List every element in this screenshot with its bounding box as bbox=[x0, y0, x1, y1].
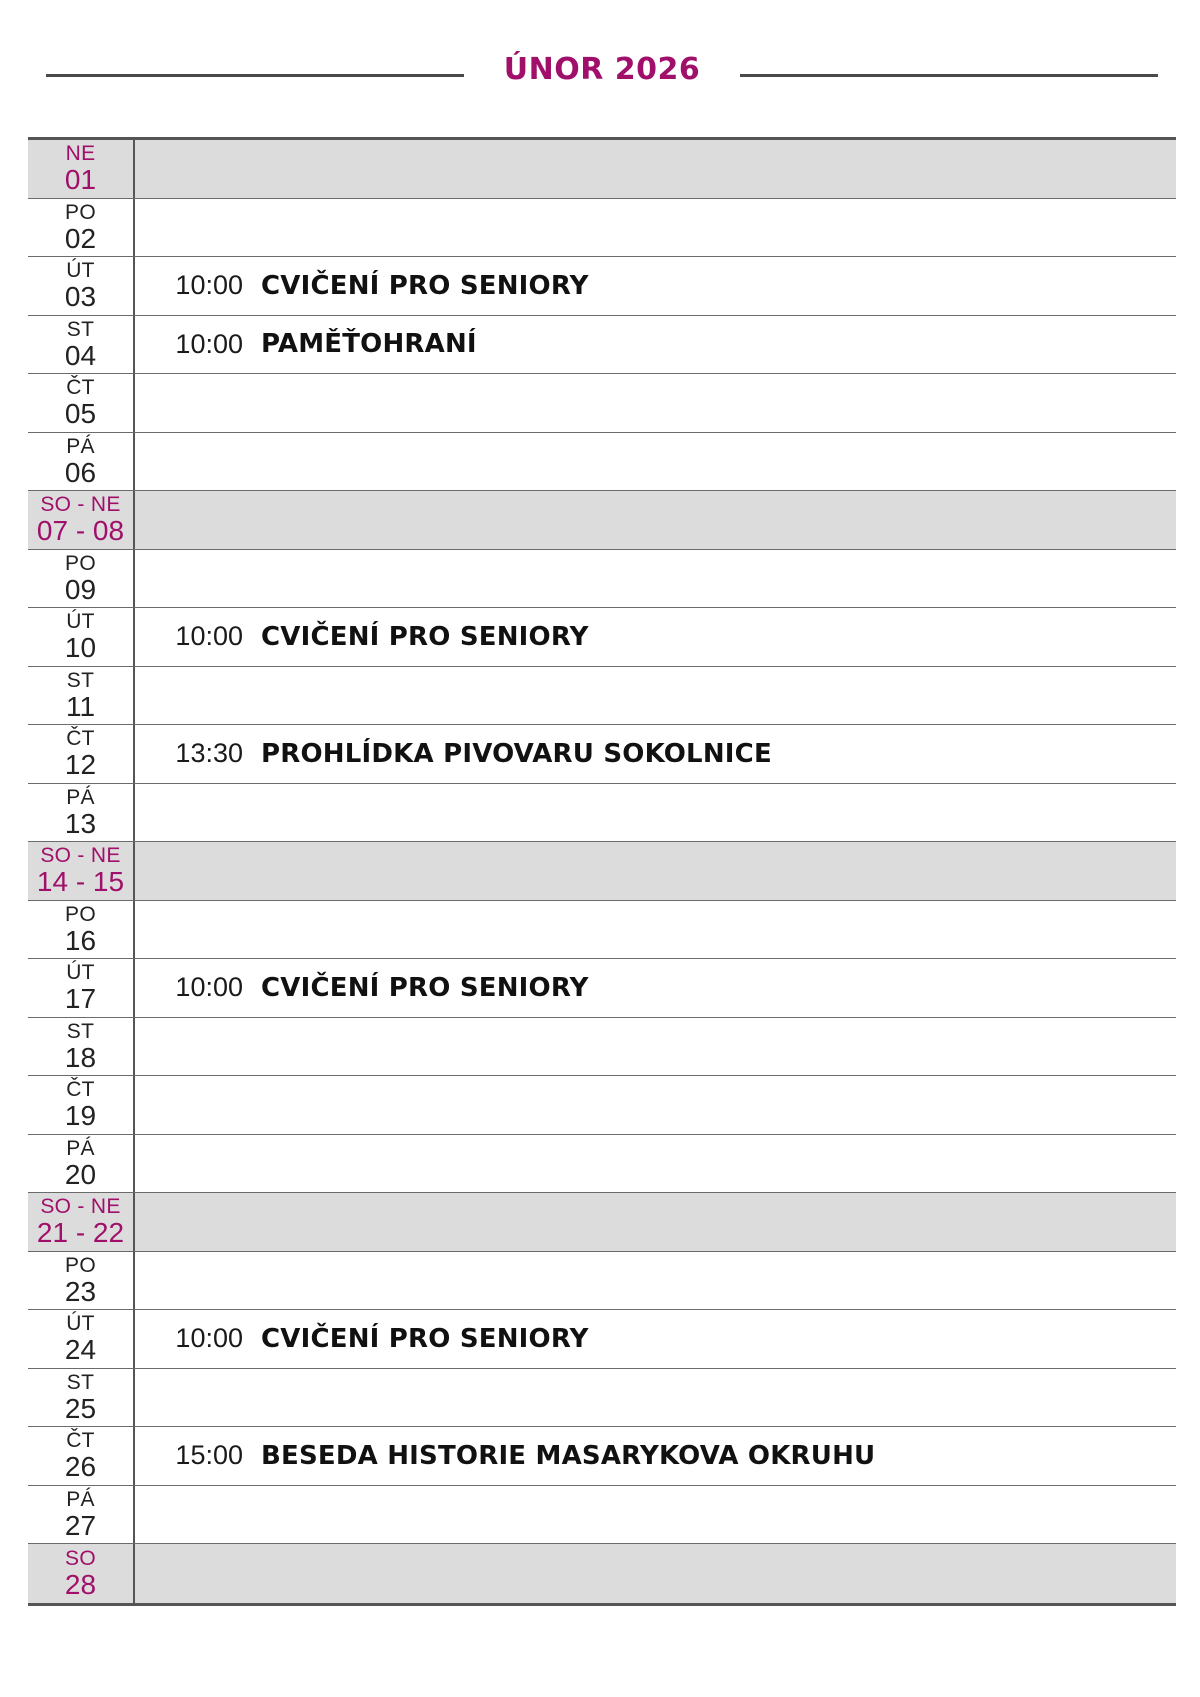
event-cell bbox=[135, 1486, 1176, 1544]
event-title: CVIČENÍ PRO SENIORY bbox=[261, 270, 589, 301]
calendar-row bbox=[28, 1544, 1176, 1603]
event-cell bbox=[135, 1310, 1176, 1368]
day-name: PO bbox=[65, 200, 96, 224]
day-cell bbox=[28, 667, 135, 725]
day-number: 24 bbox=[64, 1334, 97, 1366]
day-number: 23 bbox=[64, 1275, 97, 1307]
event-time: 10:00 bbox=[175, 621, 243, 652]
day-number: 26 bbox=[64, 1451, 97, 1483]
day-number: 25 bbox=[64, 1392, 97, 1424]
calendar-row bbox=[28, 1252, 1176, 1311]
month-header bbox=[0, 40, 1200, 100]
event-time: 10:00 bbox=[175, 972, 243, 1003]
day-cell bbox=[28, 608, 135, 666]
calendar-row bbox=[28, 1427, 1176, 1486]
event-cell bbox=[135, 1544, 1176, 1603]
day-name: NE bbox=[65, 142, 96, 166]
day-cell bbox=[28, 433, 135, 491]
day-name: ČT bbox=[66, 1429, 95, 1453]
day-number: 06 bbox=[64, 456, 97, 488]
event-time: 10:00 bbox=[175, 270, 243, 301]
event-cell bbox=[135, 667, 1176, 725]
day-cell bbox=[28, 1193, 135, 1251]
event-title: CVIČENÍ PRO SENIORY bbox=[261, 621, 589, 652]
calendar-row bbox=[28, 959, 1176, 1018]
day-name: ÚT bbox=[66, 610, 95, 634]
calendar-row bbox=[28, 667, 1176, 726]
day-number: 10 bbox=[64, 632, 97, 664]
day-name: ST bbox=[66, 668, 95, 692]
day-cell bbox=[28, 1310, 135, 1368]
day-cell bbox=[28, 1486, 135, 1544]
day-name: PÁ bbox=[66, 1136, 95, 1160]
event-cell bbox=[135, 1193, 1176, 1251]
day-name: PO bbox=[65, 902, 96, 926]
day-name: ST bbox=[66, 1019, 95, 1043]
day-name: ÚT bbox=[66, 961, 95, 985]
day-cell bbox=[28, 1018, 135, 1076]
calendar-row bbox=[28, 784, 1176, 843]
day-number: 21 - 22 bbox=[36, 1217, 125, 1249]
day-name: ÚT bbox=[66, 259, 95, 283]
calendar-row bbox=[28, 1018, 1176, 1077]
day-cell bbox=[28, 1135, 135, 1193]
calendar-row bbox=[28, 725, 1176, 784]
calendar-row bbox=[28, 901, 1176, 960]
day-name: ČT bbox=[66, 1078, 95, 1102]
day-number: 17 bbox=[64, 983, 97, 1015]
day-name: ÚT bbox=[66, 1312, 95, 1336]
day-cell bbox=[28, 199, 135, 257]
day-cell bbox=[28, 1427, 135, 1485]
day-name: PÁ bbox=[66, 434, 95, 458]
header-rule-right bbox=[740, 74, 1158, 77]
day-cell bbox=[28, 959, 135, 1017]
calendar-row bbox=[28, 374, 1176, 433]
day-number: 16 bbox=[64, 924, 97, 956]
calendar-row bbox=[28, 1193, 1176, 1252]
calendar-row bbox=[28, 140, 1176, 199]
day-number: 14 - 15 bbox=[36, 866, 125, 898]
day-cell bbox=[28, 1369, 135, 1427]
event-cell bbox=[135, 1427, 1176, 1485]
day-number: 20 bbox=[64, 1158, 97, 1190]
event-cell bbox=[135, 959, 1176, 1017]
day-cell bbox=[28, 550, 135, 608]
day-name: ST bbox=[66, 317, 95, 341]
event-cell bbox=[135, 1076, 1176, 1134]
day-number: 18 bbox=[64, 1041, 97, 1073]
day-number: 05 bbox=[64, 398, 97, 430]
day-number: 04 bbox=[64, 339, 97, 371]
event-cell bbox=[135, 491, 1176, 549]
calendar-row bbox=[28, 1310, 1176, 1369]
event-title: BESEDA HISTORIE MASARYKOVA OKRUHU bbox=[261, 1440, 876, 1471]
calendar-row bbox=[28, 842, 1176, 901]
event-time: 13:30 bbox=[175, 738, 243, 769]
event-cell bbox=[135, 1252, 1176, 1310]
event-cell bbox=[135, 725, 1176, 783]
day-cell bbox=[28, 374, 135, 432]
day-number: 28 bbox=[64, 1568, 97, 1600]
day-cell bbox=[28, 316, 135, 374]
day-name: SO bbox=[65, 1546, 96, 1570]
calendar-row bbox=[28, 550, 1176, 609]
event-cell bbox=[135, 140, 1176, 198]
calendar-row bbox=[28, 257, 1176, 316]
event-title: PAMĚŤOHRANÍ bbox=[261, 329, 477, 360]
calendar-row bbox=[28, 608, 1176, 667]
event-cell bbox=[135, 1135, 1176, 1193]
day-name: ČT bbox=[66, 727, 95, 751]
day-cell bbox=[28, 901, 135, 959]
calendar-row bbox=[28, 316, 1176, 375]
day-number: 11 bbox=[65, 690, 96, 722]
day-number: 12 bbox=[64, 749, 97, 781]
calendar-table bbox=[28, 137, 1176, 1606]
day-cell bbox=[28, 1252, 135, 1310]
month-title: ÚNOR 2026 bbox=[503, 52, 701, 87]
event-cell bbox=[135, 316, 1176, 374]
event-cell bbox=[135, 901, 1176, 959]
day-name: SO - NE bbox=[40, 493, 121, 517]
event-cell bbox=[135, 842, 1176, 900]
calendar-row bbox=[28, 1369, 1176, 1428]
day-number: 01 bbox=[64, 164, 97, 196]
calendar-row bbox=[28, 1076, 1176, 1135]
calendar-row bbox=[28, 1135, 1176, 1194]
day-name: ST bbox=[66, 1370, 95, 1394]
day-name: SO - NE bbox=[40, 844, 121, 868]
event-title: CVIČENÍ PRO SENIORY bbox=[261, 1323, 589, 1354]
event-cell bbox=[135, 374, 1176, 432]
day-name: PÁ bbox=[66, 1487, 95, 1511]
day-number: 13 bbox=[64, 807, 97, 839]
day-number: 03 bbox=[64, 281, 97, 313]
day-number: 02 bbox=[64, 222, 97, 254]
day-cell bbox=[28, 1076, 135, 1134]
event-cell bbox=[135, 433, 1176, 491]
event-time: 10:00 bbox=[175, 328, 243, 359]
event-cell bbox=[135, 1018, 1176, 1076]
day-cell bbox=[28, 140, 135, 198]
header-rule-left bbox=[46, 74, 464, 77]
day-cell bbox=[28, 725, 135, 783]
day-cell bbox=[28, 491, 135, 549]
day-cell bbox=[28, 784, 135, 842]
day-cell bbox=[28, 257, 135, 315]
event-cell bbox=[135, 608, 1176, 666]
day-number: 07 - 08 bbox=[36, 515, 125, 547]
day-cell bbox=[28, 842, 135, 900]
event-cell bbox=[135, 199, 1176, 257]
event-title: PROHLÍDKA PIVOVARU SOKOLNICE bbox=[261, 738, 772, 769]
day-name: PÁ bbox=[66, 785, 95, 809]
event-cell bbox=[135, 550, 1176, 608]
day-cell bbox=[28, 1544, 135, 1603]
day-number: 27 bbox=[64, 1509, 97, 1541]
day-name: PO bbox=[65, 551, 96, 575]
calendar-row bbox=[28, 199, 1176, 258]
event-cell bbox=[135, 257, 1176, 315]
event-cell bbox=[135, 784, 1176, 842]
event-time: 10:00 bbox=[175, 1323, 243, 1354]
calendar-row bbox=[28, 1486, 1176, 1545]
day-name: ČT bbox=[66, 376, 95, 400]
calendar-row bbox=[28, 491, 1176, 550]
day-number: 19 bbox=[64, 1100, 97, 1132]
event-cell bbox=[135, 1369, 1176, 1427]
day-name: SO - NE bbox=[40, 1195, 121, 1219]
day-name: PO bbox=[65, 1253, 96, 1277]
day-number: 09 bbox=[64, 573, 97, 605]
event-title: CVIČENÍ PRO SENIORY bbox=[261, 972, 589, 1003]
calendar-row bbox=[28, 433, 1176, 492]
event-time: 15:00 bbox=[175, 1440, 243, 1471]
